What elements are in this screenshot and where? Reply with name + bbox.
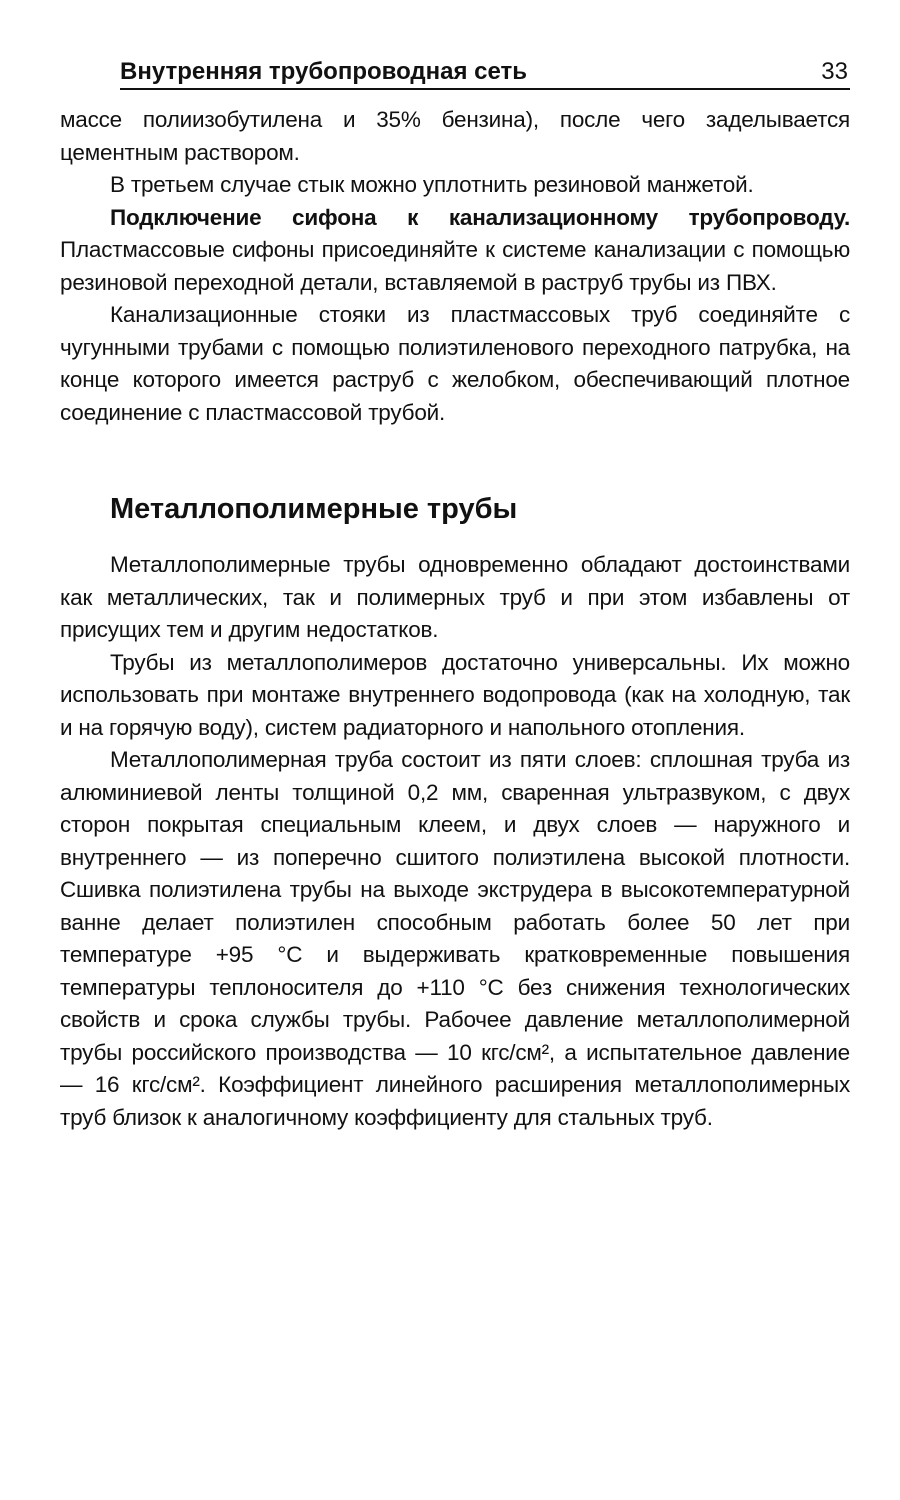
- running-title: Внутренняя трубопроводная сеть: [120, 58, 528, 85]
- page-number: 33: [821, 58, 848, 85]
- paragraph-metal-polymer-structure: Металлополимерная труба состоит из пяти слоев: сплошная труба из алюминиевой ленты толщиной 0,2 мм, сваренная ультразвуком, с двух сторон покрытая специальным клеем, и двух слоев — наружного и внутреннего — из поперечно сшитого полиэтилена высокой плотности. Сшивка полиэтилена трубы на выходе экструдера в высокотемпературной ванне делает полиэтилен способным работать более 50 лет при температуре +95 °С и выдерживать кратковременные повышения температуры теплоносителя до +110 °С без снижения технологических свойств и срока службы трубы. Рабочее давление металлополимерной трубы российского производства — 10 кгс/см², а испытательное давление — 16 кгс/см². Коэффициент линейного расширения металлополимерных труб близок к аналогичному коэффициенту для стальных труб.: [60, 747, 850, 1130]
- paragraph-metal-polymer-usage: Трубы из металлополимеров достаточно универсальны. Их можно использовать при монтаже внутреннего водопровода (как на холодную, так и на горячую воду), систем радиаторного и напольного отопления.: [60, 649, 850, 740]
- run-in-heading: Подключение сифона к канализационному трубопроводу.: [110, 204, 850, 230]
- paragraph-siphon-text: Пластмассовые сифоны присоединяйте к системе канализации с помощью резиновой переходной детали, вставляемой в раструб трубы из ПВХ.: [60, 237, 850, 295]
- paragraph-third-case: В третьем случае стык можно уплотнить резиновой манжетой.: [110, 172, 754, 197]
- paragraph-continuation: массе полиизобутилена и 35% бензина), после чего заделывается цементным раствором.: [60, 107, 850, 165]
- paragraph-metal-polymer-intro: Металлополимерные трубы одновременно обладают достоинствами как металлических, так и полимерных труб и при этом избавлены от присущих тем и другим недостатков.: [60, 552, 850, 642]
- paragraph-siphon-connection: [60, 202, 850, 300]
- running-header: [120, 58, 850, 90]
- paragraph-sewer-risers: Канализационные стояки из пластмассовых труб соединяйте с чугунными трубами с помощью полиэтиленового переходного патрубка, на конце которого имеется раструб с желобком, обеспечивающий плотное соединение с пластмассовой трубой.: [60, 302, 850, 425]
- section-heading: Металлополимерные трубы: [110, 493, 518, 525]
